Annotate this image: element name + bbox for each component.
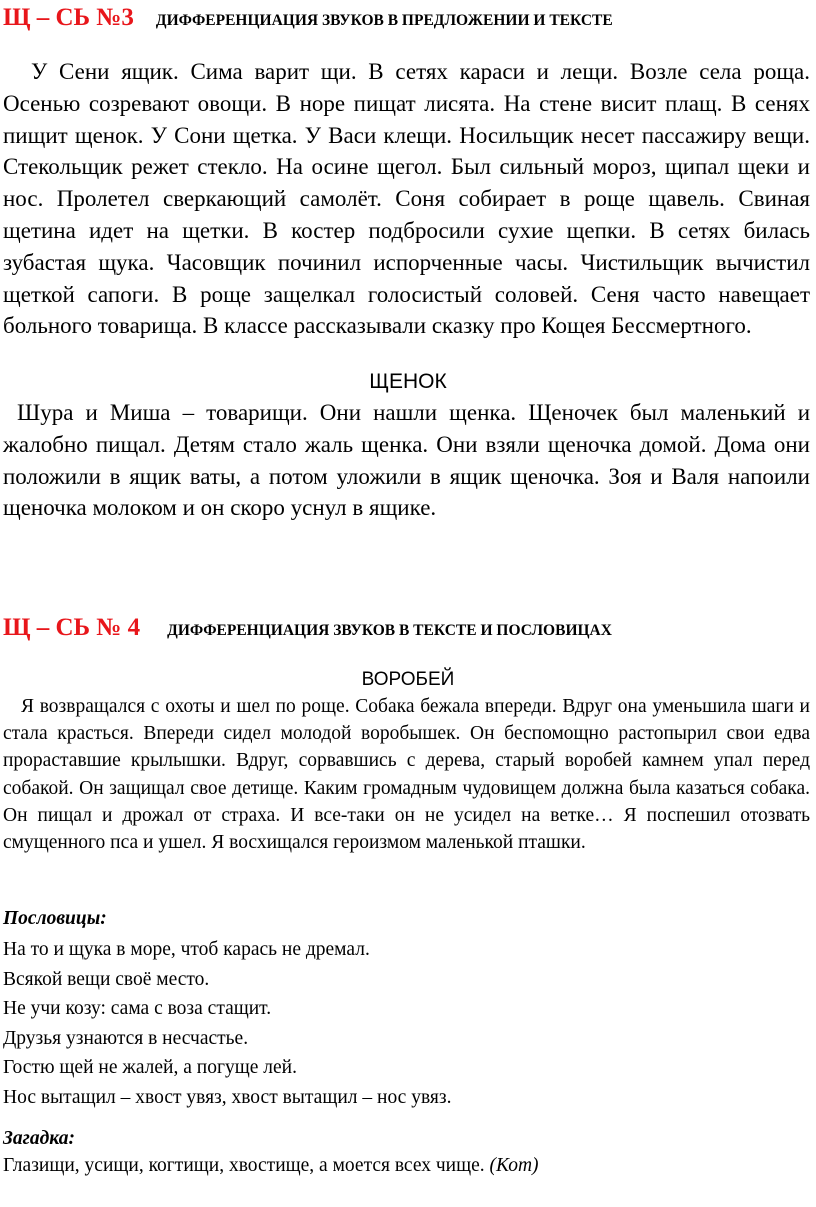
proverb-item: Друзья узнаются в несчастье.	[3, 1027, 249, 1049]
section-3-heading	[3, 4, 613, 32]
proverb-item: Нос вытащил – хвост увяз, хвост вытащил – нос увяз.	[3, 1086, 452, 1108]
proverb-item: Не учи козу: сама с воза стащит.	[3, 998, 272, 1019]
section-3-sentences: У Сени ящик. Сима варит щи. В сетях караси и лещи. Возле села роща. Осенью созревают овощи. В норе пищат лисята. На стене висит плащ. В сенях пищит щенок. У Сони щетка. У Васи клещи. Носильщик несет пассажиру вещи. Стекольщик режет стекло. На осине щегол. Был сильный мороз, щипал щеки и нос. Пролетел сверкающий самолёт. Соня собирает в роще щавель. Свиная щетина идет на щетки. В костер подбросили сухие щепки. В сетях билась зубастая щука. Часовщик починил испорченные часы. Чистильщик вычистил щеткой сапоги. В роще защелкал голосистый соловей. Сеня часто навещает больного товарища. В классе рассказывали сказку про Кощея Бессмертного.	[3, 59, 810, 339]
section-4-code: Щ – СЬ № 4	[3, 614, 141, 641]
text-title-vorobey: ВОРОБЕЙ	[361, 669, 455, 690]
proverbs-label: Пословицы:	[3, 908, 107, 929]
section-3-title: ДИФФЕРЕНЦИАЦИЯ ЗВУКОВ В ПРЕДЛОЖЕНИИ И ТЕКСТЕ	[155, 12, 613, 29]
text-body-vorobey: Я возвращался с охоты и шел по роще. Собака бежала впереди. Вдруг она уменьшила шаги и стала красться. Впереди сидел молодой воробышек. Он беспомощно растопырил свои едва прораставшие крылышки. Вдруг, сорвавшись с дерева, старый воробей камнем упал перед собакой. Он защищал свое детище. Каким громадным чудовищем должна была казаться собака. Он пищал и дрожал от страха. И все-таки он не усидел на ветке… Я поспешил отозвать смущенного пса и ушел. Я восхищался героизмом маленькой пташки.	[3, 696, 810, 854]
text-title-shchenok: ЩЕНОК	[369, 370, 447, 393]
proverb-item: На то и щука в море, чтоб карась не дремал.	[3, 939, 370, 960]
section-4-heading	[3, 614, 612, 642]
text-body-shchenok: Шура и Миша – товарищи. Они нашли щенка. Щеночек был маленький и жалобно пищал. Детям стало жаль щенка. Они взяли щеночка домой. Дома они положили в ящик ваты, а потом уложили в ящик щеночка. Зоя и Валя напоили щеночка молоком и он скоро уснул в ящике.	[3, 400, 810, 521]
riddle-label: Загадка:	[3, 1128, 75, 1149]
riddle-answer: (Кот)	[489, 1155, 539, 1176]
riddle-text: Глазищи, усищи, когтищи, хвостище, а моется всех чище.	[3, 1155, 485, 1176]
proverbs-list	[3, 935, 451, 1112]
riddle	[3, 1153, 539, 1179]
proverb-item: Гостю щей не жалей, а погуще лей.	[3, 1057, 297, 1078]
section-4-title: ДИФФЕРЕНЦИАЦИЯ ЗВУКОВ В ТЕКСТЕ И ПОСЛОВИЦАХ	[167, 622, 612, 639]
proverb-item: Всякой вещи своё место.	[3, 968, 210, 990]
section-3-code: Щ – СЬ №3	[3, 4, 134, 31]
